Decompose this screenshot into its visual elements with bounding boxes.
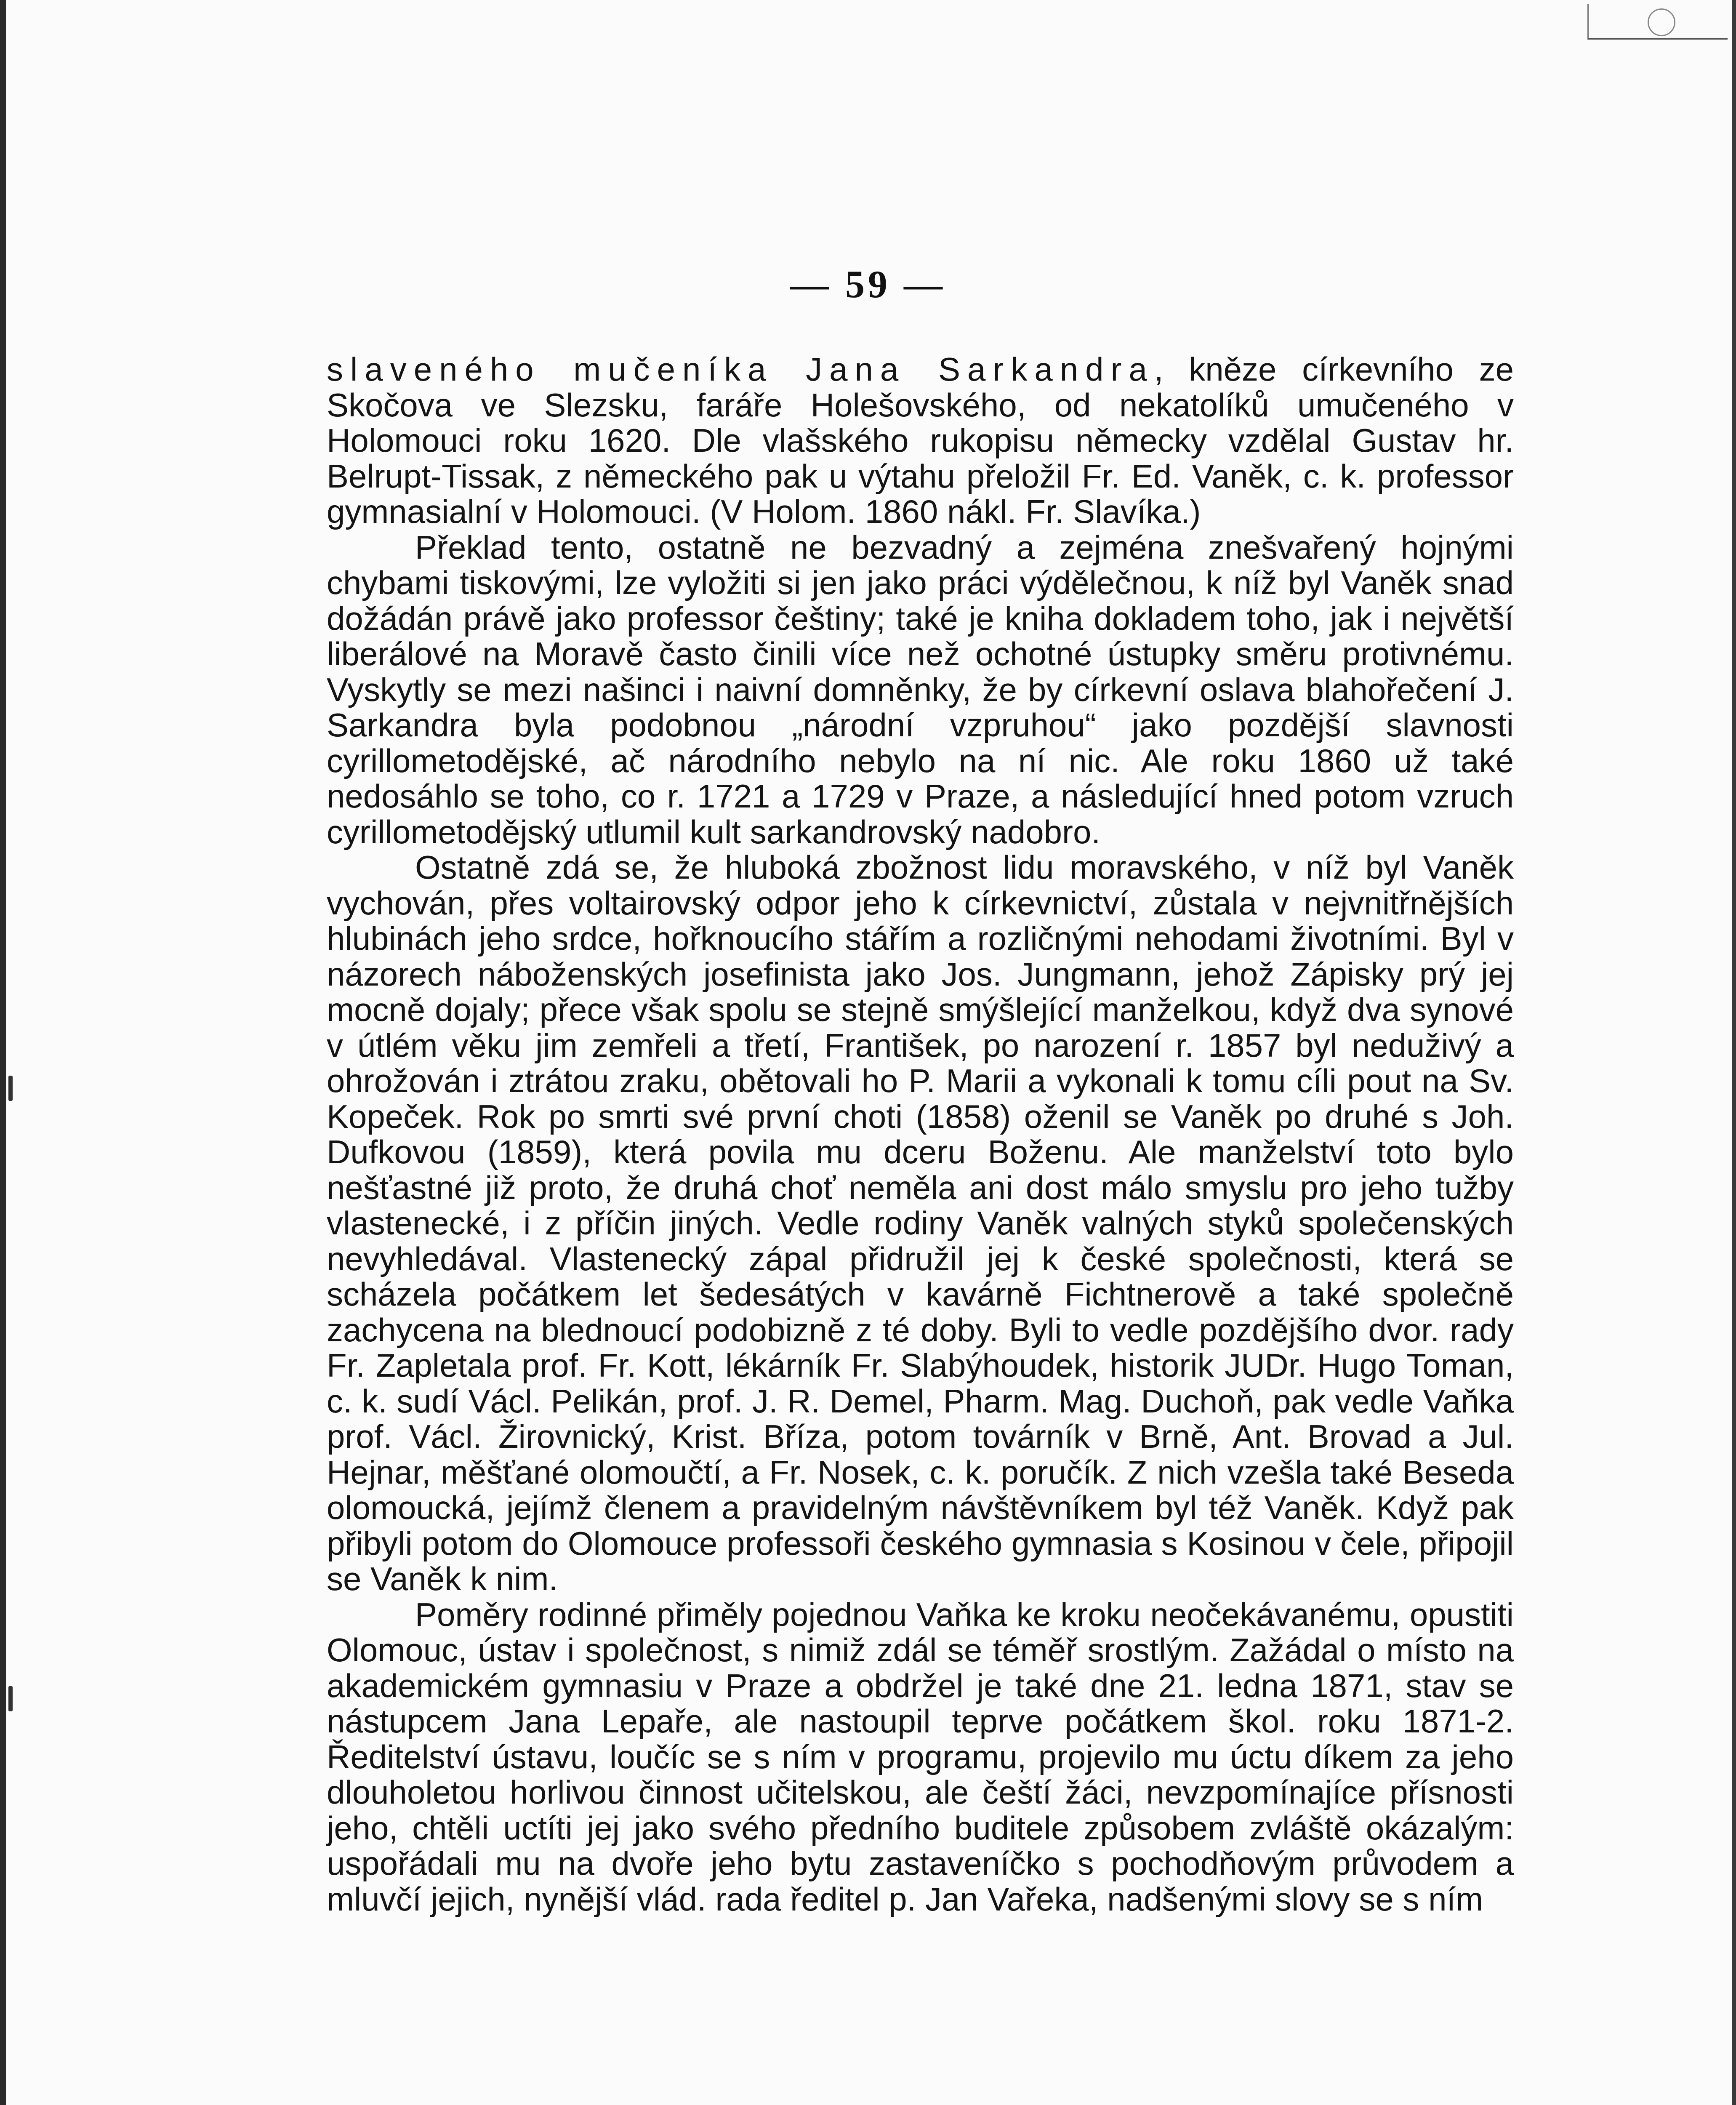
paragraph-1 [327,352,1514,530]
paragraph-4: Poměry rodinné přiměly pojednou Vaňka ke kroku neočekávanému, opustiti Olomouc, ústav i společnost, s nimiž zdál se téměř srostlým. Zažádal o místo na akademickém gymnasiu v Praze a obdržel je také dne 21. ledna 1871, stav se nástupcem Jana Lepaře, ale nastoupil teprve počátkem škol. roku 1871-2. Ředitelství ústavu, loučíc se s ním v programu, projevilo mu úctu díkem za jeho dlouholetou horlivou činnost učitelskou, ale čeští žáci, nevzpomínajíce přísnosti jeho, chtěli uctíti jej jako svého předního buditele způsobem zvláště okázalým: uspořádali mu na dvoře jeho bytu zastaveníčko s pochodňovým průvodem a mluvčí jejich, nynější vlád. rada ředitel p. Jan Vařeka, nadšenými slovy se s ním [327,1596,1514,1918]
paragraph-1-text: , kněze církevního ze Skočova ve Slezsku, faráře Holešovského, od nekatolíků umučeného v Holomouci roku 1620. Dle vlašského rukopisu německy vzdělal Gustav hr. Belrupt-Tissak, z německého pak u výtahu přeložil Fr. Ed. Vaněk, c. k. professor gymnasialní v Holomouci. (V Holom. 1860 nákl. Fr. Slavíka.) [327,351,1514,530]
scan-edge-left [0,0,6,2105]
scan-edge-right [1732,0,1736,2105]
spaced-title: slaveného mučeníka Jana Sarkandra [327,351,1154,388]
scan-corner-mark [1587,4,1728,40]
paragraph-3: Ostatně zdá se, že hluboká zbožnost lidu moravského, v níž byl Vaněk vychován, přes voltairovský odpor jeho k církevnictví, zůstala v nejvnitřnějších hlubinách jeho srdce, hořknoucího stářím a rozličnými nehodami životními. Byl v názorech náboženských josefinista jako Jos. Jungmann, jehož Zápisky prý jej mocně dojaly; přece však spolu se stejně smýšlející manželkou, když dva synové v útlém věku jim zemřeli a třetí, František, po narození r. 1857 byl neduživý a ohrožován i ztrátou zraku, obětovali ho P. Marii a vykonali k tomu cíli pout na Sv. Kopeček. Rok po smrti své první choti (1858) oženil se Vaněk po druhé s Joh. Dufkovou (1859), která povila mu dceru Boženu. Ale manželství toto bylo nešťastné již proto, že druhá choť neměla ani dost málo smyslu pro jeho tužby vlastenecké, i z příčin jiných. Vedle rodiny Vaněk valných styků společenských nevyhledával. Vlastenecký zápal přidružil jej k české společnosti, která se scházela počátkem let šedesátých v kavárně Fichtnerově a také společně zachycena na blednoucí podobizně z té doby. Byli to vedle pozdějšího dvor. rady Fr. Zapletala prof. Fr. Kott, lékárník Fr. Slabýhoudek, historik JUDr. Hugo Toman, c. k. sudí Václ. Pelikán, prof. J. R. Demel, Pharm. Mag. Duchoň, pak vedle Vaňka prof. Václ. Žirovnický, Krist. Bříza, potom továrník v Brně, Ant. Brovad a Jul. Hejnar, měšťané olomoučtí, a Fr. Nosek, c. k. poručík. Z nich vzešla také Beseda olomoucká, jejímž členem a pravidelným návštěvníkem byl též Vaněk. Když pak přibyli potom do Olomouce professoři českého gymnasia s Kosinou v čele, připojil se Vaněk k nim. [327,849,1514,1597]
page-number: — 59 — [790,263,946,306]
ink-speck [8,1076,13,1101]
paragraph-2: Překlad tento, ostatně ne bezvadný a zejména znešvařený hojnými chybami tiskovými, lze vyložiti si jen jako práci výdělečnou, k níž byl Vaněk snad dožádán právě jako professor češtiny; také je kniha dokladem toho, jak i největší liberálové na Moravě často činili více než ochotné ústupky směru protivnému. Vyskytly se mezi našinci i naivní domněnky, že by církevní oslava blahořečení J. Sarkandra byla podobnou „národní vzpruhou“ jako pozdější slavnosti cyrillometodějské, ač národního nebylo na ní nic. Ale roku 1860 už také nedosáhlo se toho, co r. 1721 a 1729 v Praze, a následující hned potom vzruch cyrillometodějský utlumil kult sarkandrovský nadobro. [327,528,1514,850]
main-text [327,352,1514,1917]
ink-speck [8,1686,13,1711]
